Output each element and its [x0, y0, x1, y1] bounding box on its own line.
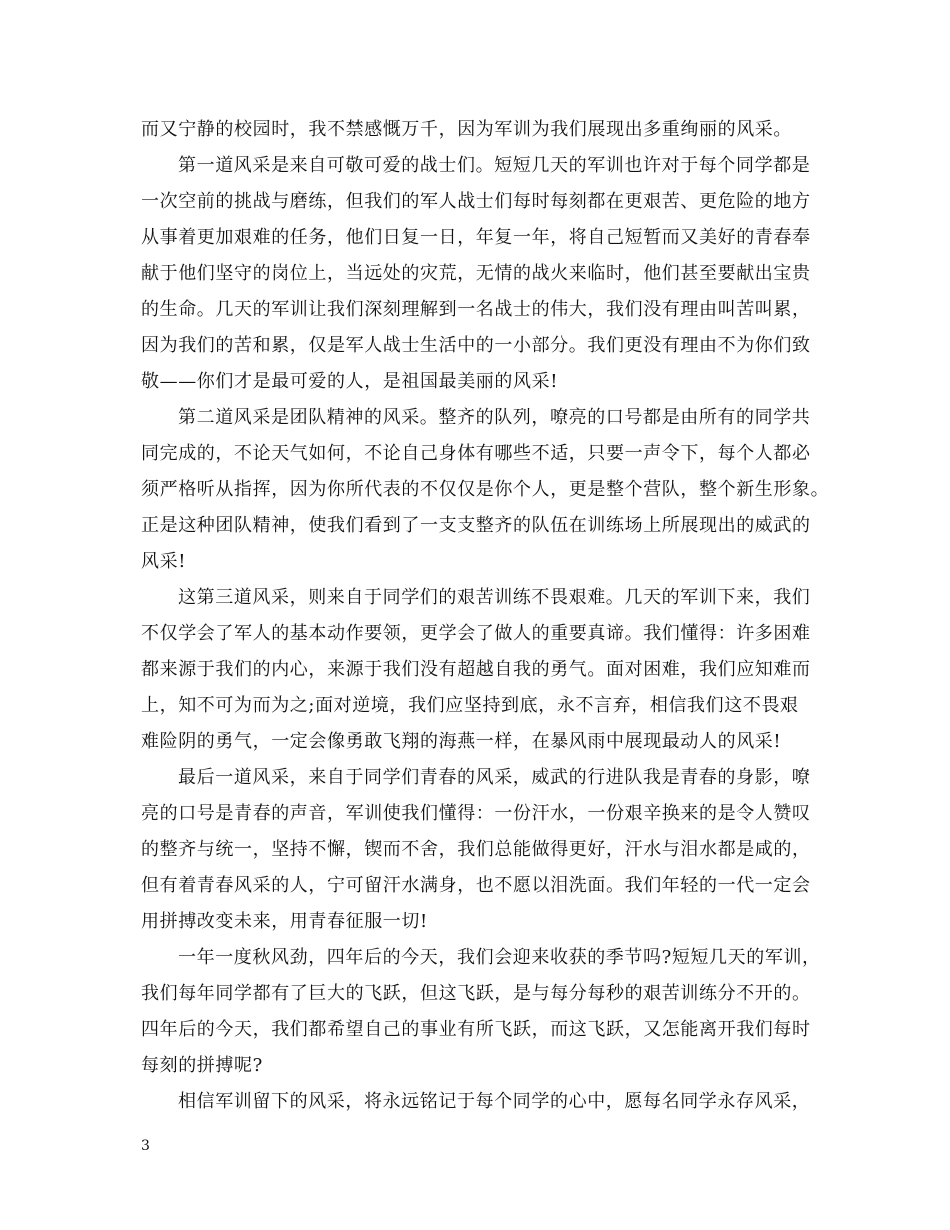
paragraph-first-line: 第一道风采是来自可敬可爱的战士们。短短几天的军训也许对于每个同学都是: [178, 155, 811, 176]
text-line: 每刻的拼搏呢?: [141, 1055, 263, 1076]
paragraph-first-line: 第二道风采是团队精神的风采。整齐的队列，嘹亮的口号都是由所有的同学共: [178, 407, 811, 428]
text-line: 因为我们的苦和累，仅是军人战士生活中的一小部分。我们更没有理由不为你们致: [141, 335, 811, 356]
text-line: 用拼搏改变未来，用青春征服一切!: [141, 911, 428, 932]
page-number: 3: [141, 1138, 150, 1154]
paragraph-first-line: 最后一道风采，来自于同学们青春的风采，威武的行进队我是青春的身影，嘹: [178, 767, 811, 788]
text-line: 的整齐与统一，坚持不懈，锲而不舍，我们总能做得更好，汗水与泪水都是咸的，: [141, 839, 811, 860]
text-line: 风采!: [141, 551, 187, 572]
text-line: 献于他们坚守的岗位上，当远处的灾荒，无情的战火来临时，他们甚至要献出宝贵: [141, 263, 811, 284]
text-line: 而又宁静的校园时，我不禁感慨万千，因为军训为我们展现出多重绚丽的风采。: [141, 119, 792, 140]
text-line: 上，知不可为而为之;面对逆境，我们应坚持到底，永不言弃，相信我们这不畏艰: [141, 695, 799, 716]
text-line: 正是这种团队精神，使我们看到了一支支整齐的队伍在训练场上所展现出的威武的: [141, 515, 811, 536]
text-line: 从事着更加艰难的任务，他们日复一日，年复一年，将自己短暂而又美好的青春奉: [141, 227, 811, 248]
text-line: 不仅学会了军人的基本动作要领，更学会了做人的重要真谛。我们懂得：许多困难: [141, 623, 811, 644]
text-line: 须严格听从指挥，因为你所代表的不仅仅是你个人，更是整个营队，整个新生形象。: [141, 479, 830, 500]
text-line: 一次空前的挑战与磨练，但我们的军人战士们每时每刻都在更艰苦、更危险的地方: [141, 191, 811, 212]
paragraph-first-line: 这第三道风采，则来自于同学们的艰苦训练不畏艰难。几天的军训下来，我们: [178, 587, 811, 608]
paragraph-first-line: 相信军训留下的风采，将永远铭记于每个同学的心中，愿每名同学永存风采，: [178, 1091, 811, 1112]
text-line: 敬——你们才是最可爱的人，是祖国最美丽的风采!: [141, 371, 559, 392]
paragraph-first-line: 一年一度秋风劲，四年后的今天，我们会迎来收获的季节吗?短短几天的军训，: [178, 947, 821, 968]
text-line: 的生命。几天的军训让我们深刻理解到一名战士的伟大，我们没有理由叫苦叫累，: [141, 299, 811, 320]
text-line: 都来源于我们的内心，来源于我们没有超越自我的勇气。面对困难，我们应知难而: [141, 659, 811, 680]
text-line: 亮的口号是青春的声音，军训使我们懂得：一份汗水，一份艰辛换来的是令人赞叹: [141, 803, 811, 824]
text-line: 我们每年同学都有了巨大的飞跃，但这飞跃，是与每分每秒的艰苦训练分不开的。: [141, 983, 811, 1004]
text-line: 但有着青春风采的人，宁可留汗水满身，也不愿以泪洗面。我们年轻的一代一定会: [141, 875, 811, 896]
text-line: 难险阴的勇气，一定会像勇敢飞翔的海燕一样，在暴风雨中展现最动人的风采!: [141, 731, 782, 752]
text-line: 四年后的今天，我们都希望自己的事业有所飞跃，而这飞跃，又怎能离开我们每时: [141, 1019, 811, 1040]
text-line: 同完成的，不论天气如何，不论自己身体有哪些不适，只要一声令下，每个人都必: [141, 443, 811, 464]
